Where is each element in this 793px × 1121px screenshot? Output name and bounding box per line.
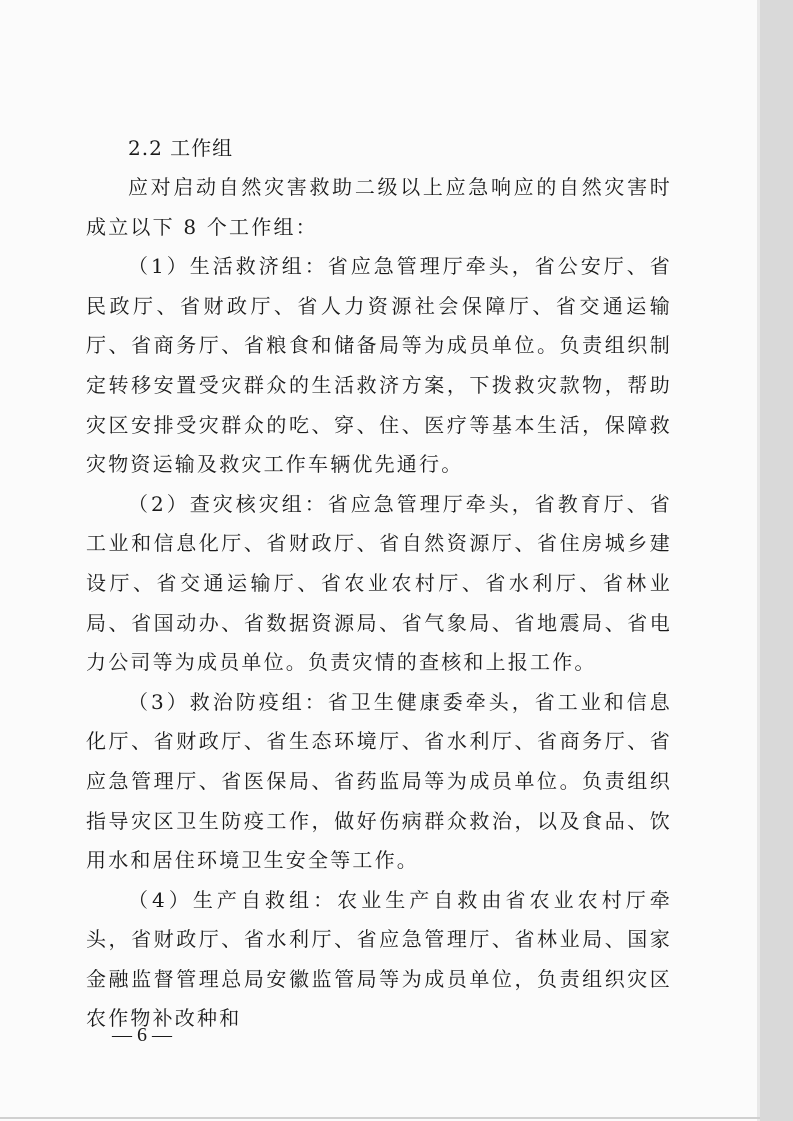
scan-margin <box>760 0 793 1121</box>
section-heading: 2.2 工作组 <box>128 136 234 160</box>
bottom-rule <box>0 1117 760 1119</box>
paragraph-treatment-epidemic-group: （3）救治防疫组：省卫生健康委牵头，省工业和信息化厅、省财政厅、省生态环境厅、省水利厅、省商务厅、省应急管理厅、省医保局、省药监局等为成员单位。负责组织指导灾区卫生防疫工作，做好伤病群众救治，以及食品、饮用水和居住环境卫生安全等工作。 <box>86 689 672 873</box>
document-body <box>86 128 672 1039</box>
paragraph-intro: 应对启动自然灾害救助二级以上应急响应的自然灾害时成立以下 8 个工作组： <box>86 175 672 239</box>
paragraph-living-relief-group: （1）生活救济组：省应急管理厅牵头，省公安厅、省民政厅、省财政厅、省人力资源社会保障厅、省交通运输厅、省商务厅、省粮食和储备局等为成员单位。负责组织制定转移安置受灾群众的生活救济方案，下拨救灾款物，帮助灾区安排受灾群众的吃、穿、住、医疗等基本生活，保障救灾物资运输及救灾工作车辆优先通行。 <box>86 254 672 477</box>
page-number: — 6 — <box>112 1024 172 1046</box>
paragraph-disaster-verification-group: （2）查灾核灾组：省应急管理厅牵头，省教育厅、省工业和信息化厅、省财政厅、省自然资源厅、省住房城乡建设厅、省交通运输厅、省农业农村厅、省水利厅、省林业局、省国动办、省数据资源局、省气象局、省地震局、省电力公司等为成员单位。负责灾情的查核和上报工作。 <box>86 491 672 675</box>
paragraph-production-selfhelp-group: （4）生产自救组：农业生产自救由省农业农村厅牵头，省财政厅、省水利厅、省应急管理厅、省林业局、国家金融监督管理总局安徽监管局等为成员单位，负责组织灾区农作物补改种和 <box>86 887 672 1031</box>
